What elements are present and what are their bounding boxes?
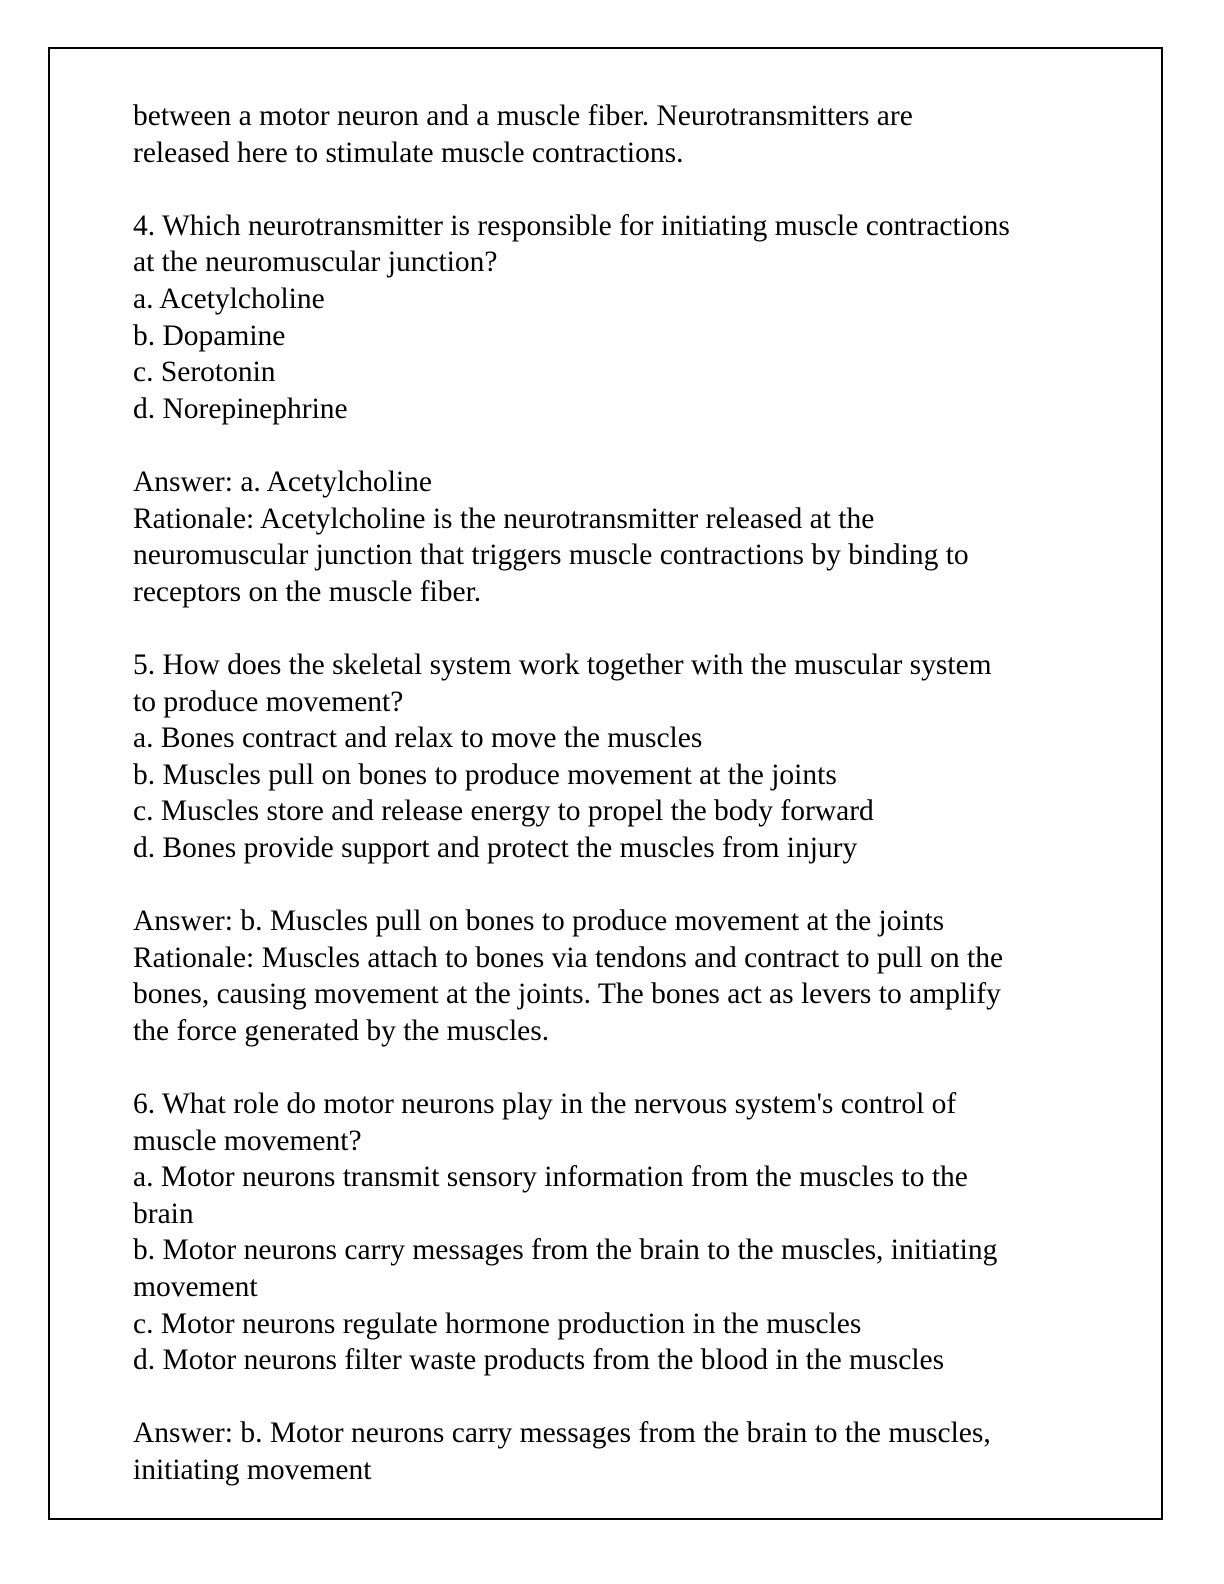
- answer-text: Answer: b. Motor neurons carry messages from the brain to the muscles,: [133, 1417, 991, 1450]
- option-b-continued: movement: [133, 1271, 258, 1303]
- option-a: a. Acetylcholine: [133, 282, 325, 315]
- option-b: b. Muscles pull on bones to produce movement at the joints: [133, 758, 837, 791]
- paragraph-gap: [133, 427, 1093, 464]
- option-d: d. Motor neurons filter waste products from the blood in the muscles: [133, 1344, 945, 1377]
- question-6: [133, 1086, 1093, 1379]
- question-text: muscle movement?: [133, 1124, 362, 1157]
- rationale-text: Rationale: Muscles attach to bones via tendons and contract to pull on the: [133, 941, 1004, 974]
- option-d: d. Norepinephrine: [133, 392, 348, 425]
- option-d: d. Bones provide support and protect the muscles from injury: [133, 831, 858, 864]
- question-text: 5. How does the skeletal system work together with the muscular system: [133, 648, 992, 681]
- text-line: released here to stimulate muscle contractions.: [133, 136, 684, 169]
- intro-paragraph: [133, 98, 1093, 171]
- rationale-text: bones, causing movement at the joints. The bones act as levers to amplify: [133, 978, 1001, 1011]
- question-text: 4. Which neurotransmitter is responsible for initiating muscle contractions: [133, 209, 1010, 242]
- document-body: [133, 98, 1093, 1489]
- answer-text: Answer: b. Muscles pull on bones to produce movement at the joints: [133, 905, 945, 938]
- rationale-text: neuromuscular junction that triggers muscle contractions by binding to: [133, 539, 969, 572]
- option-b: b. Motor neurons carry messages from the brain to the muscles, initiating: [133, 1234, 998, 1267]
- option-a: a. Bones contract and relax to move the muscles: [133, 722, 703, 755]
- paragraph-gap: [133, 610, 1093, 647]
- answer-6: [133, 1415, 1093, 1488]
- option-b: b. Dopamine: [133, 319, 286, 352]
- option-c: c. Muscles store and release energy to propel the body forward: [133, 795, 874, 828]
- rationale-text: receptors on the muscle fiber.: [133, 575, 482, 608]
- answer-text: Answer: a. Acetylcholine: [133, 465, 433, 498]
- rationale-text: the force generated by the muscles.: [133, 1014, 550, 1047]
- option-a: a. Motor neurons transmit sensory information from the muscles to the: [133, 1161, 968, 1194]
- text-line: between a motor neuron and a muscle fiber. Neurotransmitters are: [133, 100, 913, 132]
- question-4: [133, 208, 1093, 428]
- option-a-continued: brain: [133, 1197, 194, 1230]
- rationale-text: Rationale: Acetylcholine is the neurotransmitter released at the: [133, 502, 875, 535]
- question-text: 6. What role do motor neurons play in the nervous system's control of: [133, 1088, 957, 1121]
- answer-text: initiating movement: [133, 1453, 372, 1486]
- paragraph-gap: [133, 171, 1093, 208]
- paragraph-gap: [133, 866, 1093, 903]
- question-text: at the neuromuscular junction?: [133, 246, 498, 279]
- answer-5: [133, 903, 1093, 1049]
- option-c: c. Serotonin: [133, 356, 276, 389]
- answer-4: [133, 464, 1093, 610]
- question-5: [133, 647, 1093, 867]
- question-text: to produce movement?: [133, 685, 404, 718]
- paragraph-gap: [133, 1379, 1093, 1416]
- paragraph-gap: [133, 1049, 1093, 1086]
- option-c: c. Motor neurons regulate hormone production in the muscles: [133, 1307, 862, 1340]
